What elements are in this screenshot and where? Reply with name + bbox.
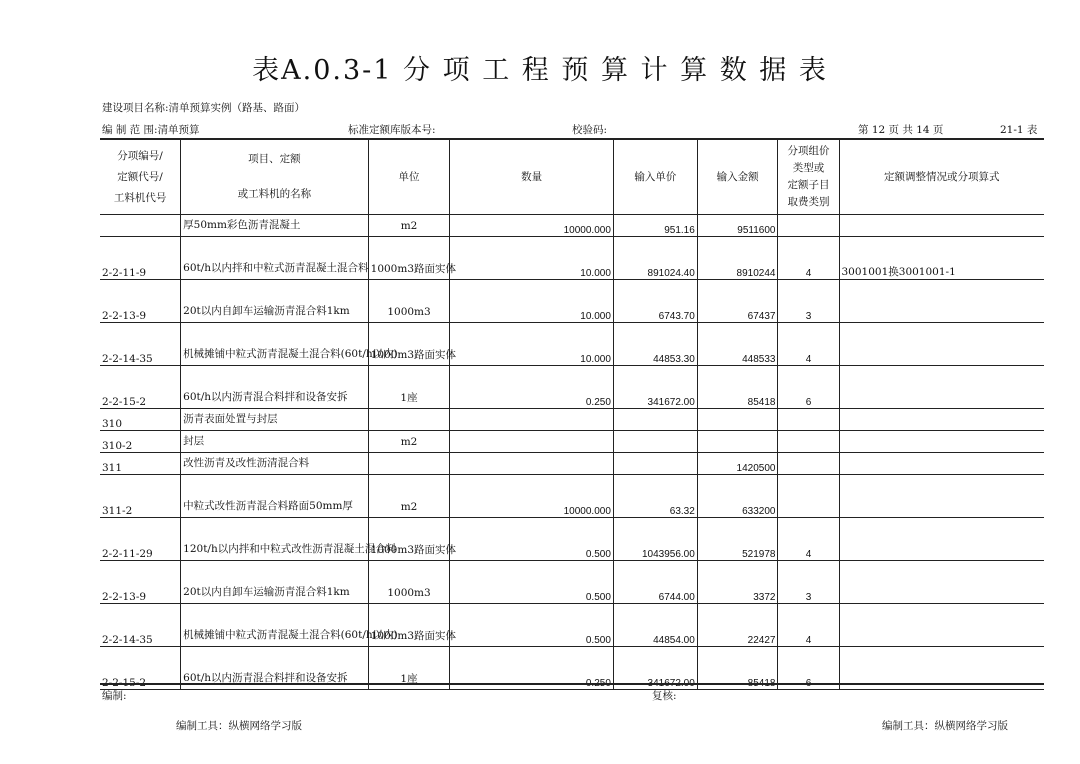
tool-credit-left: 编制工具：纵横网络学习版 (176, 720, 302, 732)
code-cell: 310 (100, 409, 181, 431)
unit-price-cell (613, 431, 697, 453)
amount-cell: 1420500 (697, 453, 778, 475)
project-name (102, 100, 305, 115)
remark-cell (839, 604, 1044, 647)
remark-cell (839, 409, 1044, 431)
budget-data-table (100, 138, 1044, 690)
code-cell: 2-2-13-9 (100, 280, 181, 323)
unit-cell: 1000m3路面实体 (368, 237, 450, 280)
code-cell: 2-2-14-35 (100, 604, 181, 647)
remark-cell (839, 453, 1044, 475)
unit-cell: 1座 (368, 366, 450, 409)
amount-cell: 448533 (697, 323, 778, 366)
name-cell: 60t/h以内沥青混合料拌和设备安拆 (181, 647, 368, 690)
header-unit-price: 输入单价 (613, 139, 697, 215)
code-cell: 2-2-11-29 (100, 518, 181, 561)
header-amount: 输入金额 (697, 139, 778, 215)
code-cell: 311-2 (100, 475, 181, 518)
unit-cell: 1座 (368, 647, 450, 690)
unit-cell: 1000m3路面实体 (368, 323, 450, 366)
table-row (100, 280, 1044, 323)
header-quantity: 数量 (450, 139, 614, 215)
code-cell: 2-2-13-9 (100, 561, 181, 604)
category-cell (778, 453, 839, 475)
quantity-cell: 0.500 (450, 604, 614, 647)
remark-cell (839, 215, 1044, 237)
header-name: 项目、定额 或工料机的名称 (181, 139, 368, 215)
unit-cell (368, 409, 450, 431)
quantity-cell: 0.500 (450, 561, 614, 604)
code-cell: 2-2-15-2 (100, 647, 181, 690)
category-cell (778, 475, 839, 518)
amount-cell: 3372 (697, 561, 778, 604)
unit-price-cell: 44854.00 (613, 604, 697, 647)
unit-price-cell: 6743.70 (613, 280, 697, 323)
quantity-cell (450, 431, 614, 453)
name-cell: 沥青表面处置与封层 (181, 409, 368, 431)
name-cell: 中粒式改性沥青混合料路面50mm厚 (181, 475, 368, 518)
quantity-cell: 0.500 (450, 518, 614, 561)
library-version-label: 标准定额库版本号: (348, 124, 436, 136)
quantity-cell (450, 453, 614, 475)
tool-credit-right: 编制工具：纵横网络学习版 (882, 720, 1008, 732)
unit-price-cell: 44853.30 (613, 323, 697, 366)
quantity-cell: 0.250 (450, 366, 614, 409)
code-cell: 2-2-11-9 (100, 237, 181, 280)
name-cell: 120t/h以内拌和中粒式改性沥青混凝土混合料 (181, 518, 368, 561)
page-title: 表A.0.3-1 分 项 工 程 预 算 计 算 数 据 表 (252, 55, 828, 86)
quantity-cell: 10000.000 (450, 215, 614, 237)
unit-price-cell (613, 453, 697, 475)
scope-value: 清单预算 (157, 124, 200, 136)
unit-price-cell: 341672.00 (613, 366, 697, 409)
category-cell: 3 (778, 280, 839, 323)
unit-price-cell (613, 409, 697, 431)
unit-price-cell: 341672.00 (613, 647, 697, 690)
unit-cell: 1000m3路面实体 (368, 518, 450, 561)
table-row (100, 475, 1044, 518)
name-cell: 20t以内自卸车运输沥青混合料1km (181, 561, 368, 604)
name-cell: 20t以内自卸车运输沥青混合料1km (181, 280, 368, 323)
amount-cell: 67437 (697, 280, 778, 323)
project-label: 建设项目名称: (102, 102, 169, 114)
reviewed-by-label: 复核: (652, 690, 677, 702)
code-cell (100, 215, 181, 237)
unit-price-cell: 891024.40 (613, 237, 697, 280)
header-category: 分项组价 类型或 定额子目 取费类别 (778, 139, 839, 215)
name-cell: 机械摊铺中粒式沥青混凝土混合料(60t/h以内) (181, 604, 368, 647)
category-cell: 4 (778, 237, 839, 280)
unit-price-cell: 63.32 (613, 475, 697, 518)
category-cell: 6 (778, 647, 839, 690)
category-cell: 4 (778, 323, 839, 366)
scope (102, 122, 200, 137)
unit-price-cell: 951.16 (613, 215, 697, 237)
header-remark: 定额调整情况或分项算式 (839, 139, 1044, 215)
name-cell: 改性沥青及改性沥清混合料 (181, 453, 368, 475)
table-body (100, 215, 1044, 690)
check-code-label: 校验码: (572, 124, 608, 136)
unit-price-cell: 6744.00 (613, 561, 697, 604)
header-code: 分项编号/ 定额代号/ 工料机代号 (100, 139, 181, 215)
table-row (100, 323, 1044, 366)
remark-cell (839, 475, 1044, 518)
unit-cell: m2 (368, 431, 450, 453)
remark-cell (839, 431, 1044, 453)
quantity-cell: 10.000 (450, 280, 614, 323)
table-row (100, 215, 1044, 237)
amount-cell (697, 409, 778, 431)
unit-cell: 1000m3 (368, 561, 450, 604)
remark-cell (839, 366, 1044, 409)
category-cell: 4 (778, 518, 839, 561)
remark-cell (839, 518, 1044, 561)
header-unit: 单位 (368, 139, 450, 215)
name-cell: 60t/h以内沥青混合料拌和设备安拆 (181, 366, 368, 409)
name-cell: 封层 (181, 431, 368, 453)
prepared-by-label: 编制: (102, 690, 127, 702)
page-info: 第 12 页 共 14 页 (858, 124, 944, 136)
unit-cell (368, 453, 450, 475)
table-number: 21-1 表 (1000, 124, 1038, 136)
quantity-cell (450, 409, 614, 431)
unit-cell: m2 (368, 215, 450, 237)
table-row (100, 366, 1044, 409)
unit-cell: m2 (368, 475, 450, 518)
amount-cell: 85418 (697, 366, 778, 409)
code-cell: 311 (100, 453, 181, 475)
remark-cell (839, 323, 1044, 366)
amount-cell: 8910244 (697, 237, 778, 280)
amount-cell (697, 431, 778, 453)
unit-cell: 1000m3 (368, 280, 450, 323)
category-cell: 4 (778, 604, 839, 647)
code-cell: 2-2-14-35 (100, 323, 181, 366)
category-cell (778, 409, 839, 431)
name-cell: 厚50mm彩色沥青混凝土 (181, 215, 368, 237)
name-cell: 60t/h以内拌和中粒式沥青混凝土混合料 (181, 237, 368, 280)
amount-cell: 521978 (697, 518, 778, 561)
table-row (100, 604, 1044, 647)
table-row (100, 518, 1044, 561)
amount-cell: 85418 (697, 647, 778, 690)
table-row (100, 431, 1044, 453)
category-cell (778, 431, 839, 453)
unit-cell: 1000m3路面实体 (368, 604, 450, 647)
amount-cell: 22427 (697, 604, 778, 647)
quantity-cell: 10.000 (450, 237, 614, 280)
quantity-cell: 0.250 (450, 647, 614, 690)
quantity-cell: 10.000 (450, 323, 614, 366)
remark-cell: 3001001换3001001-1 (839, 237, 1044, 280)
quantity-cell: 10000.000 (450, 475, 614, 518)
amount-cell: 633200 (697, 475, 778, 518)
category-cell: 6 (778, 366, 839, 409)
project-value: 清单预算实例（路基、路面） (168, 102, 306, 114)
table-row (100, 237, 1044, 280)
code-cell: 2-2-15-2 (100, 366, 181, 409)
unit-price-cell: 1043956.00 (613, 518, 697, 561)
name-cell: 机械摊铺中粒式沥青混凝土混合料(60t/h以内) (181, 323, 368, 366)
amount-cell: 9511600 (697, 215, 778, 237)
category-cell (778, 215, 839, 237)
remark-cell (839, 561, 1044, 604)
table-header-row (100, 139, 1044, 215)
table-bottom-rule (100, 683, 1044, 685)
scope-label: 编 制 范 围: (102, 124, 158, 136)
remark-cell (839, 280, 1044, 323)
category-cell: 3 (778, 561, 839, 604)
table-row (100, 409, 1044, 431)
table-row (100, 453, 1044, 475)
table-row (100, 561, 1044, 604)
code-cell: 310-2 (100, 431, 181, 453)
